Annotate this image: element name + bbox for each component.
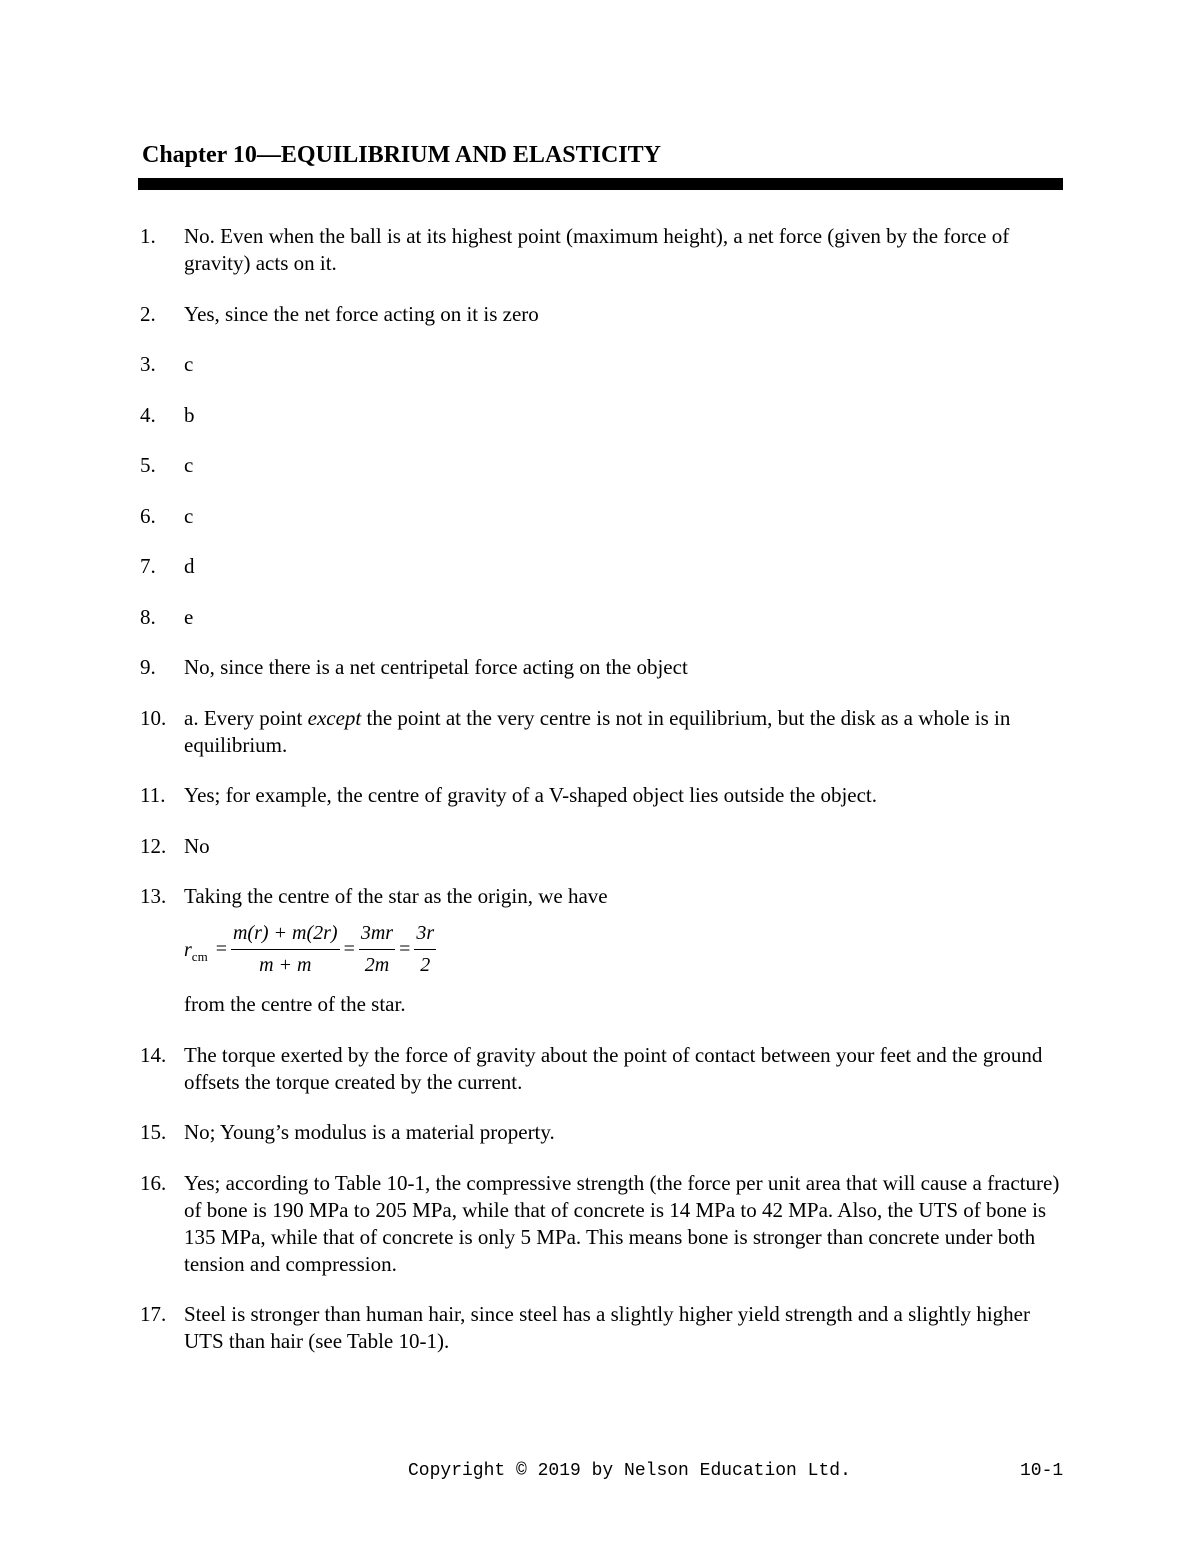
list-item xyxy=(140,301,1060,328)
fraction-numerator: m(r) + m(2r) xyxy=(231,920,340,950)
item-text: No xyxy=(184,833,210,858)
item-text: The torque exerted by the force of gravity about the point of contact between your feet and the ground offsets the torque created by the current. xyxy=(184,1042,1043,1094)
item-text: e xyxy=(184,604,194,629)
fraction xyxy=(359,920,395,979)
list-item xyxy=(140,1301,1060,1355)
item-text xyxy=(184,705,1060,759)
item-text: c xyxy=(184,352,194,376)
item-number: 11. xyxy=(140,783,166,807)
list-item xyxy=(140,654,1060,681)
item-number: 3. xyxy=(140,352,156,376)
center-of-mass-equation xyxy=(184,920,1060,979)
answer-list xyxy=(140,223,1060,1379)
list-item xyxy=(140,1042,1060,1096)
list-item xyxy=(140,1119,1060,1146)
copyright-notice: Copyright © 2019 by Nelson Education Ltd. xyxy=(408,1461,851,1481)
list-item xyxy=(140,402,1060,429)
item-text-part: a. Every point xyxy=(184,705,308,730)
item-text: Taking the centre of the star as the origin, we have xyxy=(184,884,608,908)
item-text: No, since there is a net centripetal force acting on the object xyxy=(184,655,688,679)
item-text: c xyxy=(184,503,194,528)
item-number: 2. xyxy=(140,301,156,326)
item-text: No. Even when the ball is at its highest point (maximum height), a net force (given by the force of gravity) acts on it. xyxy=(184,224,1010,275)
item-text: Steel is stronger than human hair, since steel has a slightly higher yield strength and a slightly higher UTS than hair (see Table 10-1). xyxy=(184,1302,1030,1353)
list-item xyxy=(140,883,1060,1018)
item-text: b xyxy=(184,402,195,427)
fraction xyxy=(414,920,436,979)
item-text-part: the point at the very centre is not in equilibrium, but the disk as a whole is in equilibrium. xyxy=(184,705,1011,757)
list-item xyxy=(140,833,1060,860)
item-text: Yes; for example, the centre of gravity of a V-shaped object lies outside the object. xyxy=(184,783,878,807)
item-number: 6. xyxy=(140,503,156,528)
item-number: 13. xyxy=(140,884,167,908)
list-item xyxy=(140,553,1060,580)
list-item xyxy=(140,503,1060,530)
item-text: c xyxy=(184,453,194,477)
item-number: 9. xyxy=(140,655,156,679)
list-item xyxy=(140,351,1060,378)
equals-sign: = xyxy=(343,938,355,960)
item-number: 14. xyxy=(140,1042,167,1067)
item-text: Yes, since the net force acting on it is zero xyxy=(184,301,539,326)
item-number: 4. xyxy=(140,402,156,427)
page-title: Chapter 10—EQUILIBRIUM AND ELASTICITY xyxy=(142,142,661,168)
item-number: 17. xyxy=(140,1302,167,1326)
item-text: d xyxy=(184,554,195,578)
fraction-denominator: m + m xyxy=(259,954,312,976)
list-item xyxy=(140,223,1060,277)
item-number: 10. xyxy=(140,705,167,730)
item-number: 16. xyxy=(140,1170,167,1195)
emphasis-text: except xyxy=(307,705,362,730)
fraction-denominator: 2m xyxy=(364,954,390,976)
item-number: 1. xyxy=(140,224,156,248)
item-text: from the centre of the star. xyxy=(184,992,406,1016)
equals-sign: = xyxy=(215,938,227,960)
equation-subscript: cm xyxy=(191,949,208,964)
title-rule xyxy=(138,178,1063,190)
equation-lhs xyxy=(184,937,208,970)
list-item xyxy=(140,1170,1060,1278)
fraction-numerator: 3r xyxy=(414,920,436,950)
equation-symbol: r xyxy=(184,939,192,961)
fraction xyxy=(231,920,340,979)
list-item xyxy=(140,782,1060,809)
list-item xyxy=(140,705,1060,759)
item-number: 15. xyxy=(140,1120,167,1144)
equals-sign: = xyxy=(399,938,411,960)
fraction-denominator: 2 xyxy=(420,954,431,976)
item-number: 8. xyxy=(140,604,156,629)
item-number: 5. xyxy=(140,453,156,477)
item-text: Yes; according to Table 10-1, the compressive strength (the force per unit area that will cause a fracture) of bone is 190 MPa to 205 MPa, while that of concrete is 14 MPa to 42 MPa. Also, the UTS of bone is 135 MPa, while that of concrete is only 5 MPa. This means bone is stronger than concrete under both tension and compression. xyxy=(184,1170,1060,1276)
item-content xyxy=(184,883,1060,1018)
fraction-numerator: 3mr xyxy=(359,920,395,950)
list-item xyxy=(140,452,1060,479)
page-number: 10-1 xyxy=(1020,1461,1064,1481)
item-number: 12. xyxy=(140,833,167,858)
item-number: 7. xyxy=(140,554,156,578)
list-item xyxy=(140,604,1060,631)
item-text: No; Young’s modulus is a material property. xyxy=(184,1120,555,1144)
